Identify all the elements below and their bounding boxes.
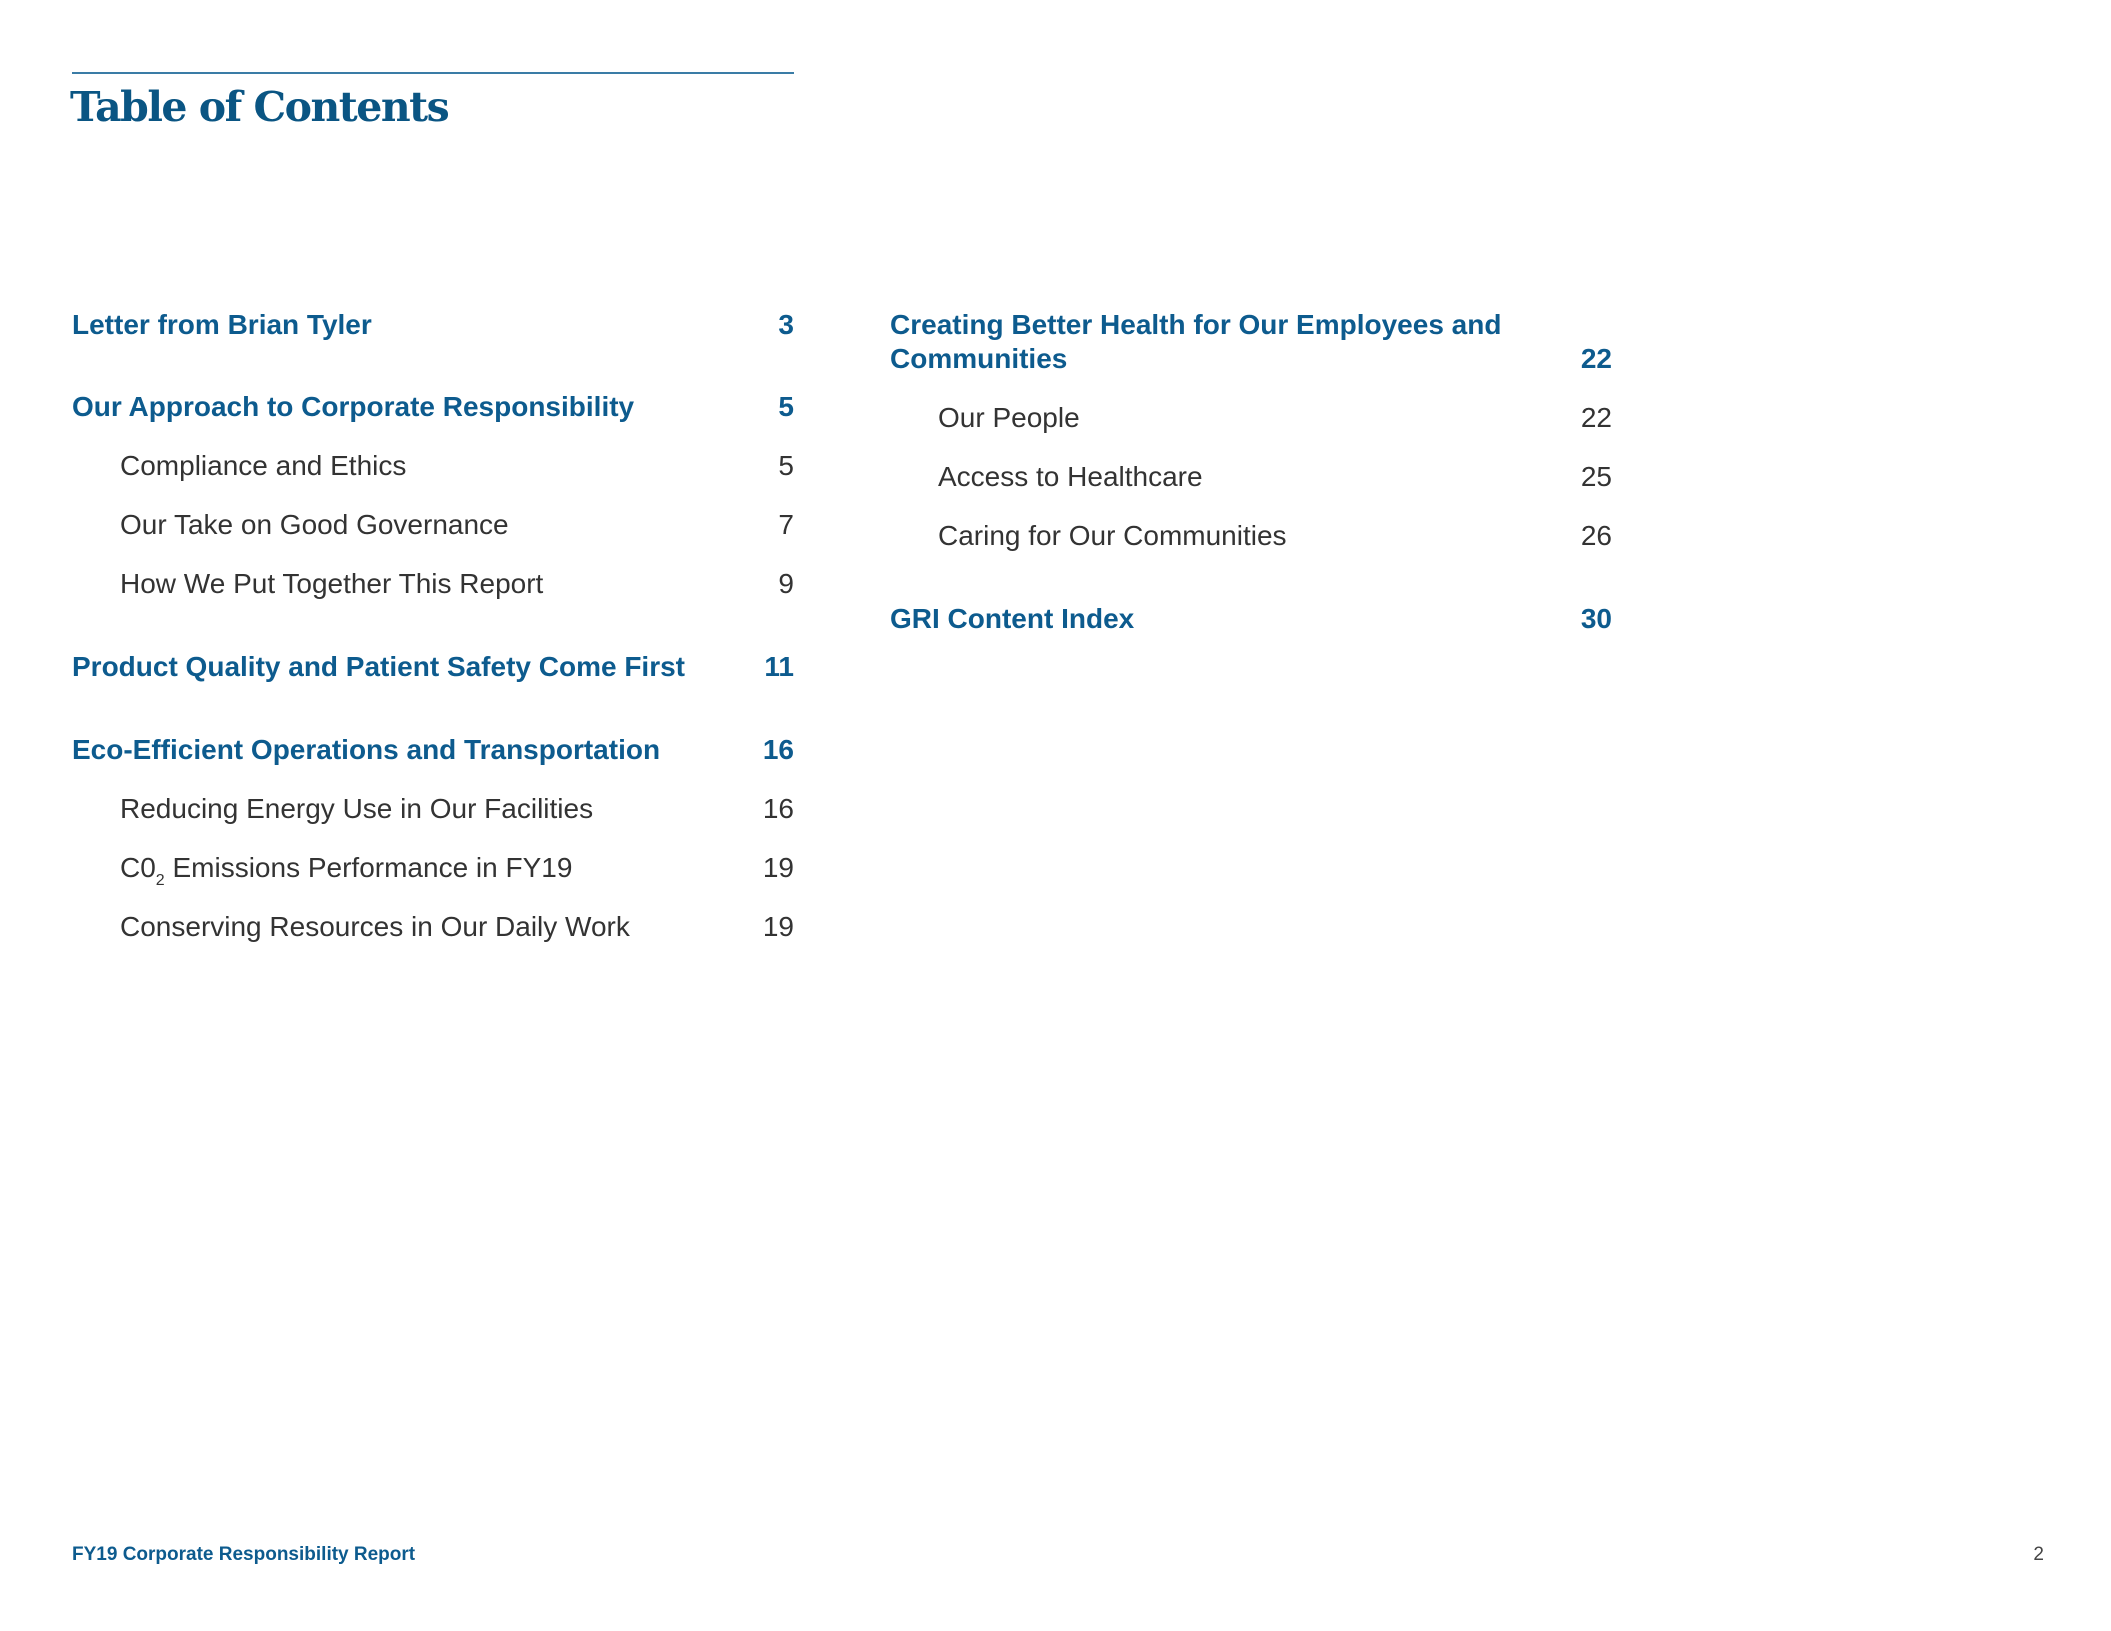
toc-page-compliance: 5 (778, 450, 794, 481)
toc-page-energy: 16 (762, 793, 794, 824)
toc-page-quality: 11 (764, 651, 794, 682)
toc-page-governance: 7 (778, 509, 794, 540)
toc-entry-quality[interactable]: Product Quality and Patient Safety Come First (72, 651, 686, 682)
toc-entry-health-line1: Creating Better Health for Our Employees and (890, 309, 1502, 340)
toc-page-letter: 3 (778, 309, 794, 340)
toc-entry-eco[interactable]: Eco-Efficient Operations and Transportation (72, 734, 661, 765)
toc-page-people: 22 (1580, 402, 1612, 433)
toc-entry-approach[interactable]: Our Approach to Corporate Responsibility (72, 391, 635, 422)
title-rule (72, 72, 794, 74)
footer-report-name: FY19 Corporate Responsibility Report (72, 1544, 416, 1565)
toc-subentry-report[interactable]: How We Put Together This Report (120, 568, 544, 599)
toc-subentry-access[interactable]: Access to Healthcare (938, 461, 1203, 492)
toc-entry-health[interactable] (890, 308, 1501, 376)
toc-page-report: 9 (778, 568, 794, 599)
toc-page-gri: 30 (1580, 603, 1612, 634)
toc-subentry-energy[interactable]: Reducing Energy Use in Our Facilities (120, 793, 594, 824)
toc-page-eco: 16 (762, 734, 794, 765)
toc-entry-health-line2: Communities (890, 343, 1068, 374)
toc-subentry-people[interactable]: Our People (938, 402, 1080, 433)
co2-subscript: 2 (155, 872, 165, 889)
toc-page-resources: 19 (762, 911, 794, 942)
page-title: Table of Contents (70, 83, 449, 131)
toc-subentry-caring[interactable]: Caring for Our Communities (938, 520, 1287, 551)
toc-subentry-governance[interactable]: Our Take on Good Governance (120, 509, 509, 540)
toc-subentry-co2[interactable] (120, 851, 573, 889)
toc-entry-gri[interactable]: GRI Content Index (890, 603, 1135, 634)
toc-page-co2: 19 (762, 852, 794, 883)
toc-subentry-compliance[interactable]: Compliance and Ethics (120, 450, 407, 481)
footer-page-number: 2 (2033, 1544, 2044, 1565)
toc-page-approach: 5 (778, 391, 794, 422)
toc-subentry-resources[interactable]: Conserving Resources in Our Daily Work (120, 911, 630, 942)
toc-entry-letter[interactable]: Letter from Brian Tyler (72, 309, 372, 340)
co2-suffix: Emissions Performance in FY19 (164, 852, 573, 883)
toc-page-caring: 26 (1580, 520, 1612, 551)
toc-page-health: 22 (1580, 343, 1612, 374)
co2-prefix: C0 (120, 852, 156, 883)
toc-page-access: 25 (1580, 461, 1612, 492)
